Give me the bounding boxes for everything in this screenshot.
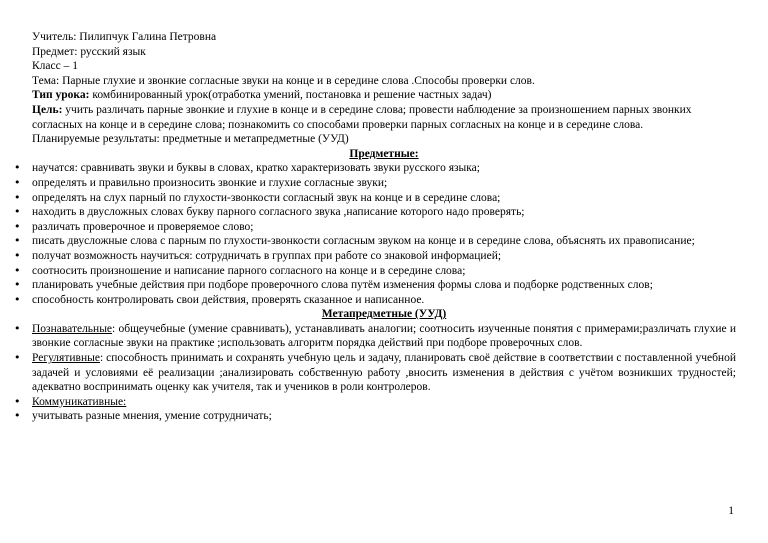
cognitive-text: : общеучебные (умение сравнивать), устанавливать аналогии; соотносить изученные понятия с примерами;различать глухие и звонкие согласные звуки на практике ;использовать алгоритм порядка действий при подборе проверочных слов. <box>32 322 736 350</box>
planned-results-line: Планируемые результаты: предметные и метапредметные (УУД) <box>32 133 349 146</box>
list-item: • способность контролировать свои действия, проверять сказанное и написанное. <box>18 293 736 308</box>
list-item: • получат возможность научиться: сотрудничать в группах при работе со знаковой информацией; <box>18 249 736 264</box>
topic-line: Тема: Парные глухие и звонкие согласные звуки на конце и в середине слова .Способы проверки слов. <box>32 74 535 87</box>
list-item-regulatory <box>18 351 736 395</box>
document-page <box>32 30 736 424</box>
subject-results-list <box>32 161 736 307</box>
goal-label: Цель: <box>32 103 63 116</box>
list-item: • планировать учебные действия при подборе проверочного слова путём изменения формы слова и подборке родственных слов; <box>18 278 736 293</box>
list-item-cognitive <box>18 322 736 351</box>
regulatory-text: : способность принимать и сохранять учебную цель и задачу, планировать своё действие в соответствии с поставленной учебной задачей и условиями её реализации ;анализировать собственную работу ,вносить изменения в действия с учётом возникших трудностей; адекватно воспринимать оценку как учителя, так и учеников в роли контролеров. <box>32 352 736 394</box>
list-item: • научатся: сравнивать звуки и буквы в словах, кратко характеризовать звуки русского языка; <box>18 161 736 176</box>
cognitive-label: Познавательные <box>32 322 113 335</box>
list-item-communicative <box>18 395 736 410</box>
list-item-communicative-detail <box>18 409 736 424</box>
communicative-label: Коммуникативные: <box>32 395 127 408</box>
list-item: • писать двусложные слова с парным по глухости-звонкости согласным звуком на конце и в середине слова, объяснять их правописание; <box>18 234 736 249</box>
lesson-type-label: Тип урока: <box>32 89 90 102</box>
list-item: • находить в двусложных словах букву парного согласного звука ,написание которого надо проверять; <box>18 205 736 220</box>
grade-line: Класс – 1 <box>32 60 78 73</box>
meta-results-heading: Метапредметные (УУД) <box>321 308 447 321</box>
meta-results-list <box>32 322 736 424</box>
list-item: • соотносить произношение и написание парного согласного на конце и в середине слова; <box>18 264 736 279</box>
subject-line: Предмет: русский язык <box>32 45 146 58</box>
list-item: • различать проверочное и проверяемое слово; <box>18 220 736 235</box>
lesson-type-value: комбинированный урок(отработка умений, постановка и решение частных задач) <box>89 89 492 102</box>
goal-line <box>32 103 736 132</box>
subject-results-heading: Предметные: <box>349 147 419 160</box>
regulatory-label: Регулятивные <box>32 352 100 365</box>
lesson-type-line <box>32 88 736 103</box>
list-item: • определять и правильно произносить звонкие и глухие согласные звуки; <box>18 176 736 191</box>
goal-value: учить различать парные звонкие и глухие в конце и в середине слова; провести наблюдение за произношением парных звонких согласных на конце и в середине слова; познакомить со способами проверки парных согласных на конце и в середине слова. <box>32 103 692 131</box>
communicative-text: учитывать разные мнения, умение сотрудничать; <box>32 410 272 423</box>
list-item: • определять на слух парный по глухости-звонкости согласный звук на конце и в середине слова; <box>18 191 736 206</box>
page-number: 1 <box>728 505 734 517</box>
teacher-line: Учитель: Пилипчук Галина Петровна <box>32 31 217 43</box>
